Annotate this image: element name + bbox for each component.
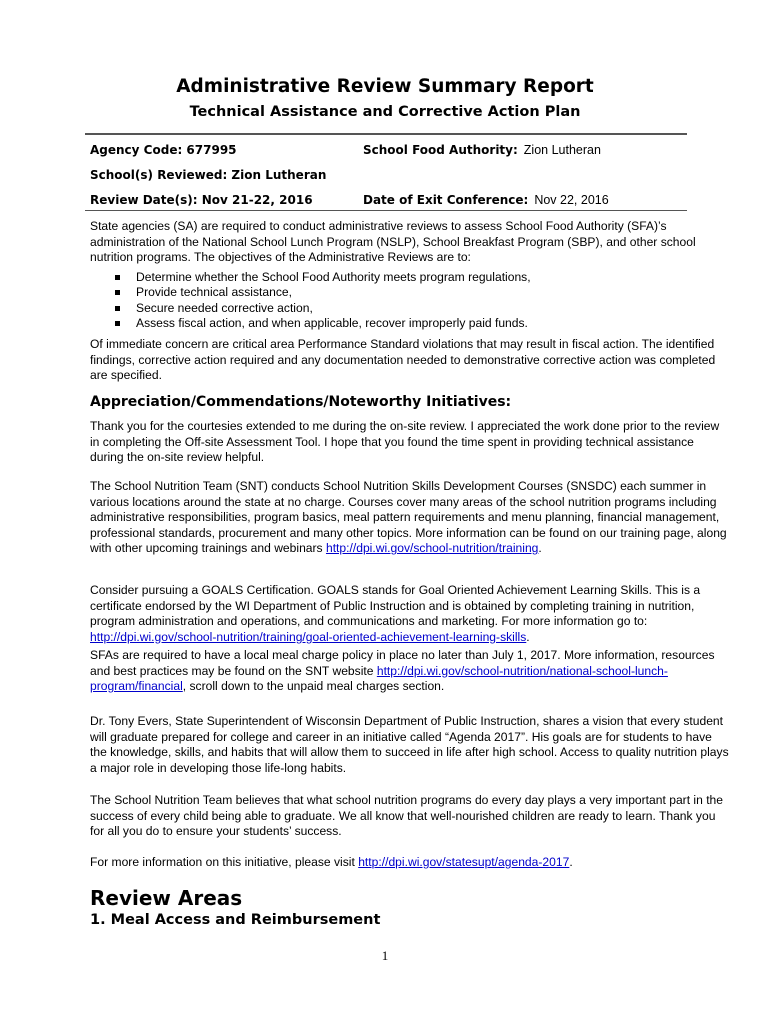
goals-paragraph: Consider pursuing a GOALS Certification. GOALS stands for Goal Oriented Achievement Learning Skills. This is a certificate endorsed by the WI Department of Public Instruction and is obtained by completing training in nutrition, program administration and operations, and communications and marketing. For more information go to: http://dpi.wi.gov/school-nutrition/training/goal-oriented-achievement-learning-skills. — [90, 583, 701, 644]
list-item: Secure needed corrective action, — [112, 301, 531, 316]
meal-charge-link[interactable]: http://dpi.wi.gov/school-nutrition/national-school-lunch-program/financial — [90, 663, 668, 694]
exit-conference-value: Nov 22, 2016 — [534, 193, 609, 207]
review-areas-heading: Review Areas — [90, 886, 243, 910]
report-title: Administrative Review Summary Report — [176, 76, 594, 97]
schools-reviewed: School(s) Reviewed: Zion Lutheran — [90, 168, 327, 182]
intro-paragraph: State agencies (SA) are required to conduct administrative reviews to assess School Food Authority (SFA)’s administration of the National School Lunch Program (NSLP), School Breakfast Program (SBP), and other school nutrition programs. The objectives of the Administrative Reviews are to: — [90, 219, 696, 265]
sfa-value: Zion Lutheran — [523, 143, 601, 157]
school-food-authority — [363, 143, 601, 157]
bullet-square-icon — [115, 275, 120, 280]
bullet-square-icon — [115, 306, 120, 311]
appreciation-heading: Appreciation/Commendations/Noteworthy Initiatives: — [90, 394, 512, 410]
exit-conference-label: Date of Exit Conference: — [363, 193, 529, 207]
objectives-list — [112, 270, 531, 331]
meal-access-heading: 1. Meal Access and Reimbursement — [90, 912, 381, 928]
snt-belief-paragraph: The School Nutrition Team believes that what school nutrition programs do every day plays a very important part in the success of every child being able to graduate. We all know that well-nourished children are ready to learn. Thank you for all you do to ensure your students’ success. — [90, 793, 724, 839]
meal-charge-paragraph: SFAs are required to have a local meal charge policy in place no later than July 1, 2017. More information, resources and best practices may be found on the SNT website http://dpi.wi.gov/school-nutrition/national-school-lunch-program/financial, scroll down to the unpaid meal charges section. — [90, 648, 715, 694]
list-item: Determine whether the School Food Authority meets program regulations, — [112, 270, 531, 285]
report-subtitle: Technical Assistance and Corrective Action Plan — [189, 104, 581, 120]
training-paragraph: The School Nutrition Team (SNT) conducts School Nutrition Skills Development Courses (SNSDC) each summer in various locations around the state at no charge. Courses cover many areas of the school nutrition programs including administrative responsibilities, program basics, meal pattern requirements and menu planning, financial management, professional standards, procurement and many other topics. More information can be found on our training page, along with other upcoming trainings and webinars http://dpi.wi.gov/school-nutrition/training. — [90, 479, 727, 556]
agency-code: Agency Code: 677995 — [90, 143, 237, 157]
courtesy-paragraph: Thank you for the courtesies extended to me during the on-site review. I appreciated the work done prior to the review in completing the Off-site Assessment Tool. I hope that you found the time spent in providing technical assistance during the on-site review helpful. — [90, 419, 720, 465]
info-rule — [85, 210, 687, 211]
sfa-label: School Food Authority: — [363, 143, 518, 157]
page-number: 1 — [381, 948, 389, 963]
training-link[interactable]: http://dpi.wi.gov/school-nutrition/training — [325, 541, 539, 556]
exit-conference — [363, 193, 609, 207]
header-rule — [85, 133, 687, 135]
agenda-link[interactable]: http://dpi.wi.gov/statesupt/agenda-2017 — [358, 855, 570, 869]
agenda-paragraph: Dr. Tony Evers, State Superintendent of Wisconsin Department of Public Instruction, shares a vision that every student will graduate prepared for college and career in an initiative called “Agenda 2017”. His goals are for students to have the knowledge, skills, and habits that will allow them to succeed in life after high school. Access to quality nutrition plays a major role in developing those life-long habits. — [90, 714, 729, 775]
list-item: Assess fiscal action, and when applicable, recover improperly paid funds. — [112, 316, 531, 331]
goals-link[interactable]: http://dpi.wi.gov/school-nutrition/training/goal-oriented-achievement-learning-skills — [90, 629, 527, 644]
bullet-square-icon — [115, 290, 120, 295]
concern-paragraph: Of immediate concern are critical area Performance Standard violations that may result in fiscal action. The identified findings, corrective action required and any documentation needed to demonstrative corrective action was completed are specified. — [90, 337, 716, 383]
list-item: Provide technical assistance, — [112, 285, 531, 300]
bullet-square-icon — [115, 321, 120, 326]
review-dates: Review Date(s): Nov 21-22, 2016 — [90, 193, 313, 207]
agenda-info-paragraph: For more information on this initiative, please visit http://dpi.wi.gov/statesupt/agenda-2017. — [90, 855, 573, 869]
